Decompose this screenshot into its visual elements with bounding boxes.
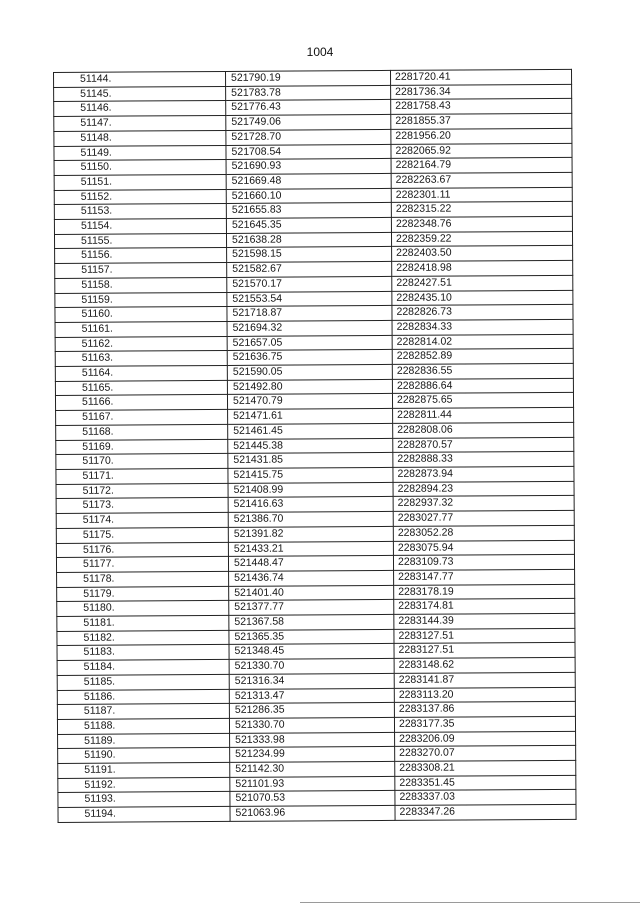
y-coordinate-cell: 2283147.77	[394, 569, 575, 585]
y-coordinate-cell: 2282870.57	[393, 437, 574, 453]
x-coordinate-cell: 521655.83	[226, 203, 391, 219]
x-coordinate-cell: 521694.32	[227, 320, 392, 336]
point-id-cell: 51159.	[55, 292, 227, 308]
x-coordinate-cell: 521448.47	[228, 556, 393, 572]
point-id-cell: 51180.	[57, 601, 229, 617]
x-coordinate-cell: 521471.61	[228, 409, 393, 425]
y-coordinate-cell: 2282359.22	[391, 231, 572, 247]
y-coordinate-cell: 2282852.89	[392, 349, 573, 365]
point-id-cell: 51165.	[55, 380, 227, 396]
y-coordinate-cell: 2282418.98	[392, 260, 573, 276]
page-number: 1004	[306, 45, 334, 59]
y-coordinate-cell: 2283113.20	[394, 687, 575, 703]
point-id-cell: 51174.	[56, 513, 228, 529]
point-id-cell: 51145.	[54, 86, 226, 102]
x-coordinate-cell: 521316.34	[229, 673, 394, 689]
coordinates-table	[53, 69, 577, 823]
y-coordinate-cell: 2282937.32	[393, 496, 574, 512]
y-coordinate-cell: 2281855.37	[391, 113, 572, 129]
x-coordinate-cell: 521492.80	[227, 379, 392, 395]
point-id-cell: 51160.	[55, 307, 227, 323]
y-coordinate-cell: 2283174.81	[394, 599, 575, 615]
y-coordinate-cell: 2283351.45	[395, 775, 576, 791]
x-coordinate-cell: 521790.19	[225, 70, 390, 86]
x-coordinate-cell: 521690.93	[226, 159, 391, 175]
point-id-cell: 51178.	[57, 571, 229, 587]
x-coordinate-cell: 521416.63	[228, 497, 393, 513]
y-coordinate-cell: 2281720.41	[390, 69, 571, 85]
x-coordinate-cell: 521431.85	[228, 453, 393, 469]
x-coordinate-cell: 521415.75	[228, 467, 393, 483]
x-coordinate-cell: 521590.05	[227, 364, 392, 380]
x-coordinate-cell: 521445.38	[228, 438, 393, 454]
point-id-cell: 51182.	[57, 630, 229, 646]
point-id-cell: 51185.	[57, 674, 229, 690]
point-id-cell: 51164.	[55, 366, 227, 382]
x-coordinate-cell: 521708.54	[226, 144, 391, 160]
x-coordinate-cell: 521286.35	[229, 703, 394, 719]
y-coordinate-cell: 2282808.06	[393, 422, 574, 438]
point-id-cell: 51167.	[56, 410, 228, 426]
x-coordinate-cell: 521470.79	[227, 394, 392, 410]
point-id-cell: 51170.	[56, 454, 228, 470]
point-id-cell: 51191.	[58, 762, 230, 778]
y-coordinate-cell: 2283127.51	[394, 628, 575, 644]
y-coordinate-cell: 2282886.64	[392, 378, 573, 394]
point-id-cell: 51172.	[56, 483, 228, 499]
y-coordinate-cell: 2282348.76	[391, 216, 572, 232]
y-coordinate-cell: 2282435.10	[392, 290, 573, 306]
point-id-cell: 51149.	[54, 145, 226, 161]
x-coordinate-cell: 521783.78	[226, 85, 391, 101]
x-coordinate-cell: 521348.45	[229, 644, 394, 660]
x-coordinate-cell: 521433.21	[228, 541, 393, 557]
x-coordinate-cell: 521598.15	[227, 247, 392, 263]
x-coordinate-cell: 521749.06	[226, 115, 391, 131]
y-coordinate-cell: 2282873.94	[393, 466, 574, 482]
point-id-cell: 51184.	[57, 660, 229, 676]
x-coordinate-cell: 521070.53	[230, 791, 395, 807]
point-id-cell: 51188.	[57, 718, 229, 734]
point-id-cell: 51183.	[57, 645, 229, 661]
x-coordinate-cell: 521669.48	[226, 173, 391, 189]
point-id-cell: 51186.	[57, 689, 229, 705]
page-edge-line	[300, 902, 640, 903]
x-coordinate-cell: 521657.05	[227, 335, 392, 351]
y-coordinate-cell: 2282315.22	[391, 202, 572, 218]
x-coordinate-cell: 521408.99	[228, 482, 393, 498]
point-id-cell: 51163.	[55, 351, 227, 367]
x-coordinate-cell: 521377.77	[229, 600, 394, 616]
y-coordinate-cell: 2282826.73	[392, 305, 573, 321]
x-coordinate-cell: 521401.40	[229, 585, 394, 601]
x-coordinate-cell: 521776.43	[226, 100, 391, 116]
x-coordinate-cell: 521728.70	[226, 129, 391, 145]
point-id-cell: 51176.	[56, 542, 228, 558]
y-coordinate-cell: 2282836.55	[392, 363, 573, 379]
point-id-cell: 51158.	[55, 277, 227, 293]
y-coordinate-cell: 2283144.39	[394, 613, 575, 629]
y-coordinate-cell: 2283075.94	[393, 540, 574, 556]
x-coordinate-cell: 521436.74	[229, 570, 394, 586]
point-id-cell: 51169.	[56, 439, 228, 455]
y-coordinate-cell: 2283052.28	[393, 525, 574, 541]
x-coordinate-cell: 521718.87	[227, 306, 392, 322]
y-coordinate-cell: 2282894.23	[393, 481, 574, 497]
point-id-cell: 51150.	[54, 160, 226, 176]
x-coordinate-cell: 521660.10	[226, 188, 391, 204]
point-id-cell: 51161.	[55, 321, 227, 337]
x-coordinate-cell: 521142.30	[230, 761, 395, 777]
point-id-cell: 51155.	[54, 233, 226, 249]
y-coordinate-cell: 2282427.51	[392, 275, 573, 291]
y-coordinate-cell: 2283027.77	[393, 510, 574, 526]
point-id-cell: 51146.	[54, 101, 226, 117]
point-id-cell: 51190.	[58, 748, 230, 764]
point-id-cell: 51177.	[56, 557, 228, 573]
x-coordinate-cell: 521313.47	[229, 688, 394, 704]
point-id-cell: 51151.	[54, 174, 226, 190]
y-coordinate-cell: 2283127.51	[394, 643, 575, 659]
y-coordinate-cell: 2283308.21	[395, 760, 576, 776]
x-coordinate-cell: 521333.98	[230, 732, 395, 748]
x-coordinate-cell: 521461.45	[228, 423, 393, 439]
y-coordinate-cell: 2281736.34	[391, 84, 572, 100]
x-coordinate-cell: 521330.70	[229, 717, 394, 733]
y-coordinate-cell: 2281956.20	[391, 128, 572, 144]
y-coordinate-cell: 2282065.92	[391, 143, 572, 159]
x-coordinate-cell: 521645.35	[226, 217, 391, 233]
point-id-cell: 51153.	[54, 204, 226, 220]
y-coordinate-cell: 2282888.33	[393, 452, 574, 468]
point-id-cell: 51193.	[58, 792, 230, 808]
table-row	[58, 804, 576, 822]
y-coordinate-cell: 2282263.67	[391, 172, 572, 188]
point-id-cell: 51194.	[58, 807, 230, 823]
y-coordinate-cell: 2282834.33	[392, 319, 573, 335]
y-coordinate-cell: 2282814.02	[392, 334, 573, 350]
x-coordinate-cell: 521636.75	[227, 350, 392, 366]
x-coordinate-cell: 521570.17	[227, 276, 392, 292]
y-coordinate-cell: 2282875.65	[392, 393, 573, 409]
point-id-cell: 51187.	[57, 704, 229, 720]
x-coordinate-cell: 521365.35	[229, 629, 394, 645]
x-coordinate-cell: 521063.96	[230, 806, 395, 822]
x-coordinate-cell: 521553.54	[227, 291, 392, 307]
point-id-cell: 51162.	[55, 336, 227, 352]
y-coordinate-cell: 2283206.09	[395, 731, 576, 747]
point-id-cell: 51157.	[55, 263, 227, 279]
y-coordinate-cell: 2282811.44	[393, 407, 574, 423]
x-coordinate-cell: 521386.70	[228, 512, 393, 528]
y-coordinate-cell: 2281758.43	[391, 99, 572, 115]
y-coordinate-cell: 2283148.62	[394, 657, 575, 673]
point-id-cell: 51154.	[54, 218, 226, 234]
point-id-cell: 51171.	[56, 468, 228, 484]
point-id-cell: 51173.	[56, 498, 228, 514]
x-coordinate-cell: 521367.58	[229, 614, 394, 630]
y-coordinate-cell: 2283337.03	[395, 790, 576, 806]
y-coordinate-cell: 2282164.79	[391, 158, 572, 174]
point-id-cell: 51189.	[58, 733, 230, 749]
x-coordinate-cell: 521582.67	[227, 262, 392, 278]
point-id-cell: 51168.	[56, 424, 228, 440]
point-id-cell: 51192.	[58, 777, 230, 793]
point-id-cell: 51181.	[57, 615, 229, 631]
coordinates-table-body	[54, 69, 577, 822]
y-coordinate-cell: 2283347.26	[395, 804, 576, 820]
y-coordinate-cell: 2283270.07	[395, 746, 576, 762]
point-id-cell: 51152.	[54, 189, 226, 205]
point-id-cell: 51166.	[55, 395, 227, 411]
y-coordinate-cell: 2283137.86	[394, 702, 575, 718]
x-coordinate-cell: 521234.99	[230, 747, 395, 763]
x-coordinate-cell: 521330.70	[229, 659, 394, 675]
point-id-cell: 51175.	[56, 527, 228, 543]
x-coordinate-cell: 521391.82	[228, 526, 393, 542]
point-id-cell: 51156.	[55, 248, 227, 264]
point-id-cell: 51147.	[54, 116, 226, 132]
y-coordinate-cell: 2282301.11	[391, 187, 572, 203]
y-coordinate-cell: 2283177.35	[394, 716, 575, 732]
y-coordinate-cell: 2283178.19	[394, 584, 575, 600]
y-coordinate-cell: 2283109.73	[393, 555, 574, 571]
point-id-cell: 51144.	[54, 71, 226, 87]
point-id-cell: 51148.	[54, 130, 226, 146]
y-coordinate-cell: 2282403.50	[392, 246, 573, 262]
x-coordinate-cell: 521101.93	[230, 776, 395, 792]
x-coordinate-cell: 521638.28	[226, 232, 391, 248]
point-id-cell: 51179.	[57, 586, 229, 602]
y-coordinate-cell: 2283141.87	[394, 672, 575, 688]
